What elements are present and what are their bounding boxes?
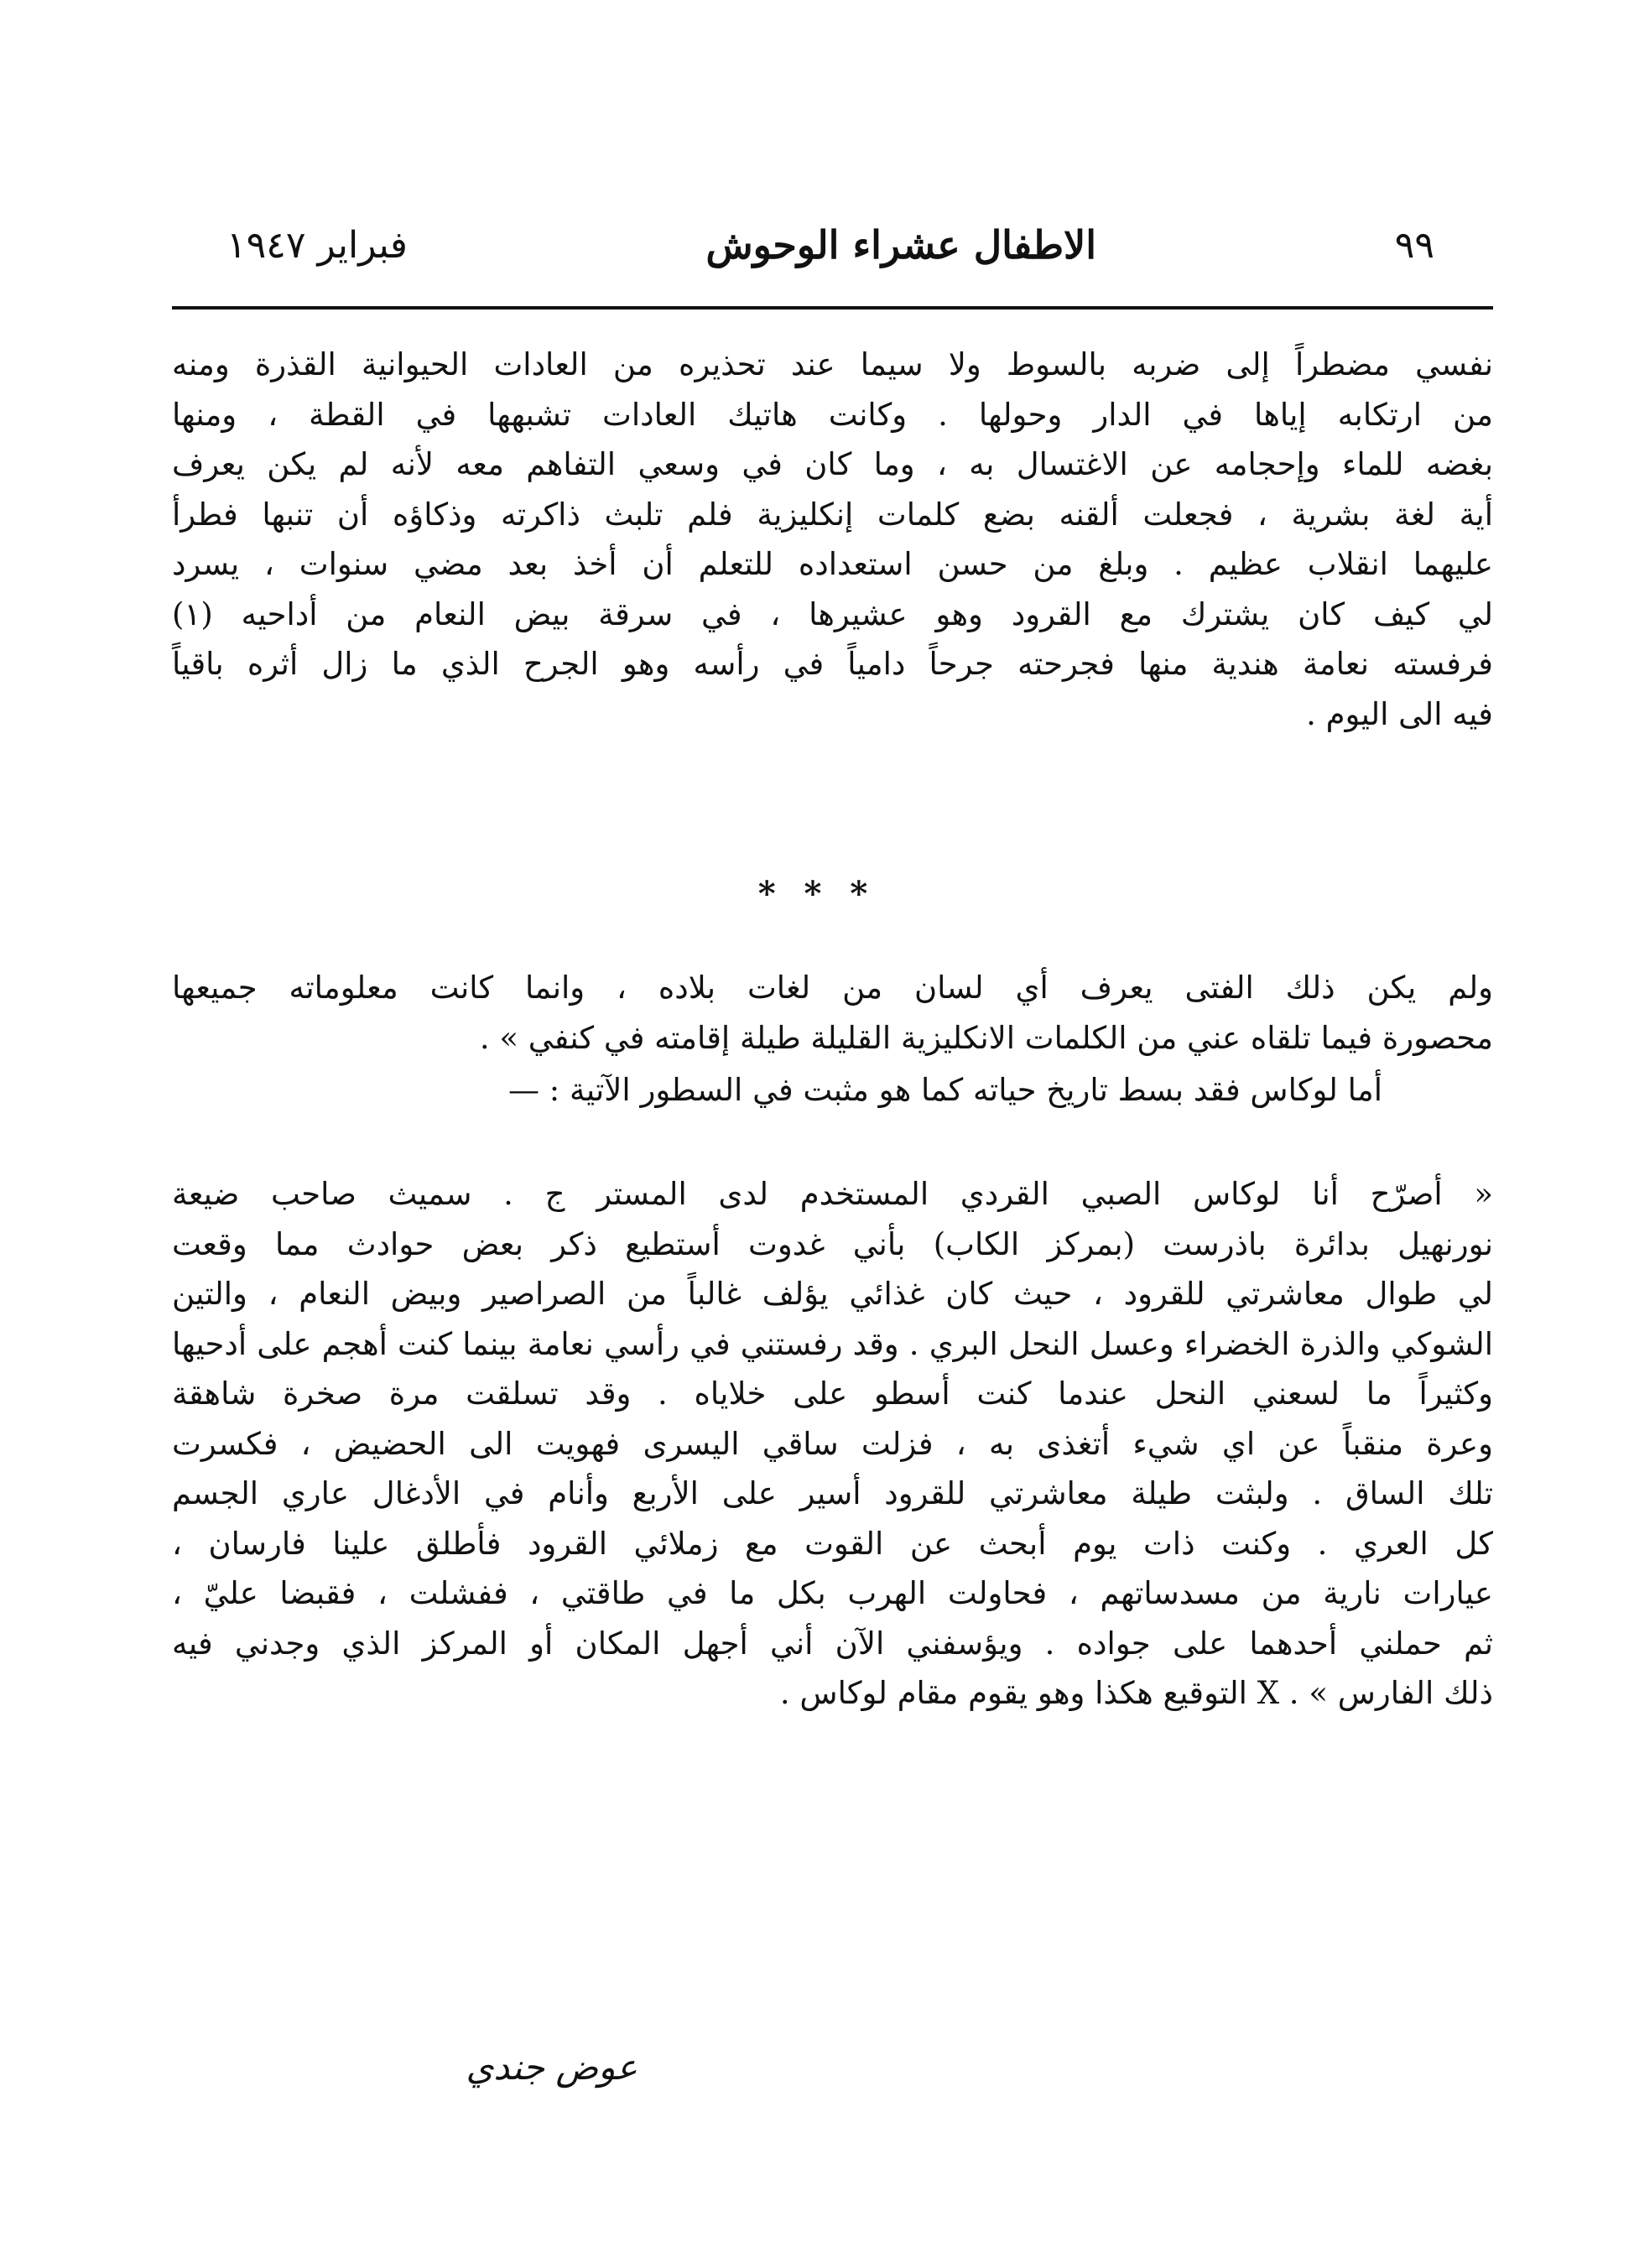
header-rule — [172, 306, 1493, 310]
page-number: ٩٩ — [1394, 223, 1434, 267]
paragraph-2 — [172, 963, 1493, 1063]
text-line: ذلك الفارس » . X التوقيع هكذا وهو يقوم مقام لوكاس . — [779, 1675, 1493, 1711]
paragraph-4 — [172, 1169, 1493, 1719]
section-separator: * * * — [757, 874, 877, 913]
text-line: محصورة فيما تلقاه عني من الكلمات الانكليزية القليلة طيلة إقامته في كنفي » . — [479, 1019, 1493, 1056]
paragraph-3: أما لوكاس فقد بسط تاريخ حياته كما هو مثبت في السطور الآتية : — — [508, 1072, 1382, 1108]
text-line: وعرة منقباً عن اي شيء أتغذى به ، فزلت ساقي اليسرى فهويت الى الحضيض ، فكسرت — [172, 1425, 1493, 1462]
running-head — [226, 211, 1434, 278]
text-line: وكثيراً ما لسعني النحل عندما كنت أسطو على خلاياه . وقد تسلقت مرة صخرة شاهقة — [172, 1376, 1493, 1412]
paragraph-1 — [172, 340, 1493, 739]
text-line: نورنهيل بدائرة باذرست (بمركز الكاب) بأني غدوت أستطيع ذكر بعض حوادث مما وقعت — [172, 1225, 1493, 1262]
text-line: ولم يكن ذلك الفتى يعرف أي لسان من لغات بلاده ، وانما كانت معلوماته جميعها — [172, 970, 1493, 1006]
text-line: أية لغة بشرية ، فجعلت ألقنه بضع كلمات إنكليزية فلم تلبث ذاكرته وذكاؤه أن تنبها فطرأ — [172, 496, 1493, 533]
text-line: لي كيف كان يشترك مع القرود وهو عشيرها ، في سرقة بيض النعام من أداحيه (١) — [172, 596, 1493, 632]
text-line: لي طوال معاشرتي للقرود ، حيث كان غذائي يؤلف غالباً من الصراصير وبيض النعام ، والتين — [172, 1276, 1493, 1312]
text-line: كل العري . وكنت ذات يوم أبحث عن القوت مع زملائي القرود فأطلق علينا فارسان ، — [172, 1525, 1493, 1562]
author-signature: عوض جندي — [466, 2047, 637, 2088]
text-line: عيارات نارية من مسدساتهم ، فحاولت الهرب بكل ما في طاقتي ، ففشلت ، فقبضا عليّ ، — [172, 1575, 1493, 1611]
text-line: « أصرّح أنا لوكاس الصبي القردي المستخدم لدى المستر ج . سميث صاحب ضيعة — [172, 1176, 1493, 1212]
text-line: بغضه للماء وإحجامه عن الاغتسال به ، وما كان في وسعي التفاهم معه لأنه لم يكن يعرف — [172, 446, 1493, 482]
text-line: من ارتكابه إياها في الدار وحولها . وكانت هاتيك العادات تشبهها في القطة ، ومنها — [172, 396, 1493, 433]
text-line: ثم حملني أحدهما على جواده . ويؤسفني الآن أني أجهل المكان أو المركز الذي وجدني فيه — [172, 1625, 1493, 1662]
issue-date: فبراير ١٩٤٧ — [226, 223, 408, 267]
text-line: تلك الساق . ولبثت طيلة معاشرتي للقرود أسير على الأربع وأنام في الأدغال عاري الجسم — [172, 1475, 1493, 1511]
text-line: عليهما انقلاب عظيم . وبلغ من حسن استعداده للتعلم أن أخذ بعد مضي سنوات ، يسرد — [172, 546, 1493, 582]
text-line: نفسي مضطراً إلى ضربه بالسوط ولا سيما عند تحذيره من العادات الحيوانية القذرة ومنه — [172, 346, 1493, 382]
running-title: الاطفال عشراء الوحوش — [705, 222, 1097, 268]
text-line: فرفسته نعامة هندية منها فجرحته جرحاً دامياً في رأسه وهو الجرح الذي ما زال أثره باقياً — [172, 646, 1493, 682]
text-line: فيه الى اليوم . — [1306, 695, 1493, 732]
text-line: الشوكي والذرة الخضراء وعسل النحل البري . وقد رفستني في رأسي نعامة بينما كنت أهجم على أدحيها — [172, 1325, 1493, 1362]
